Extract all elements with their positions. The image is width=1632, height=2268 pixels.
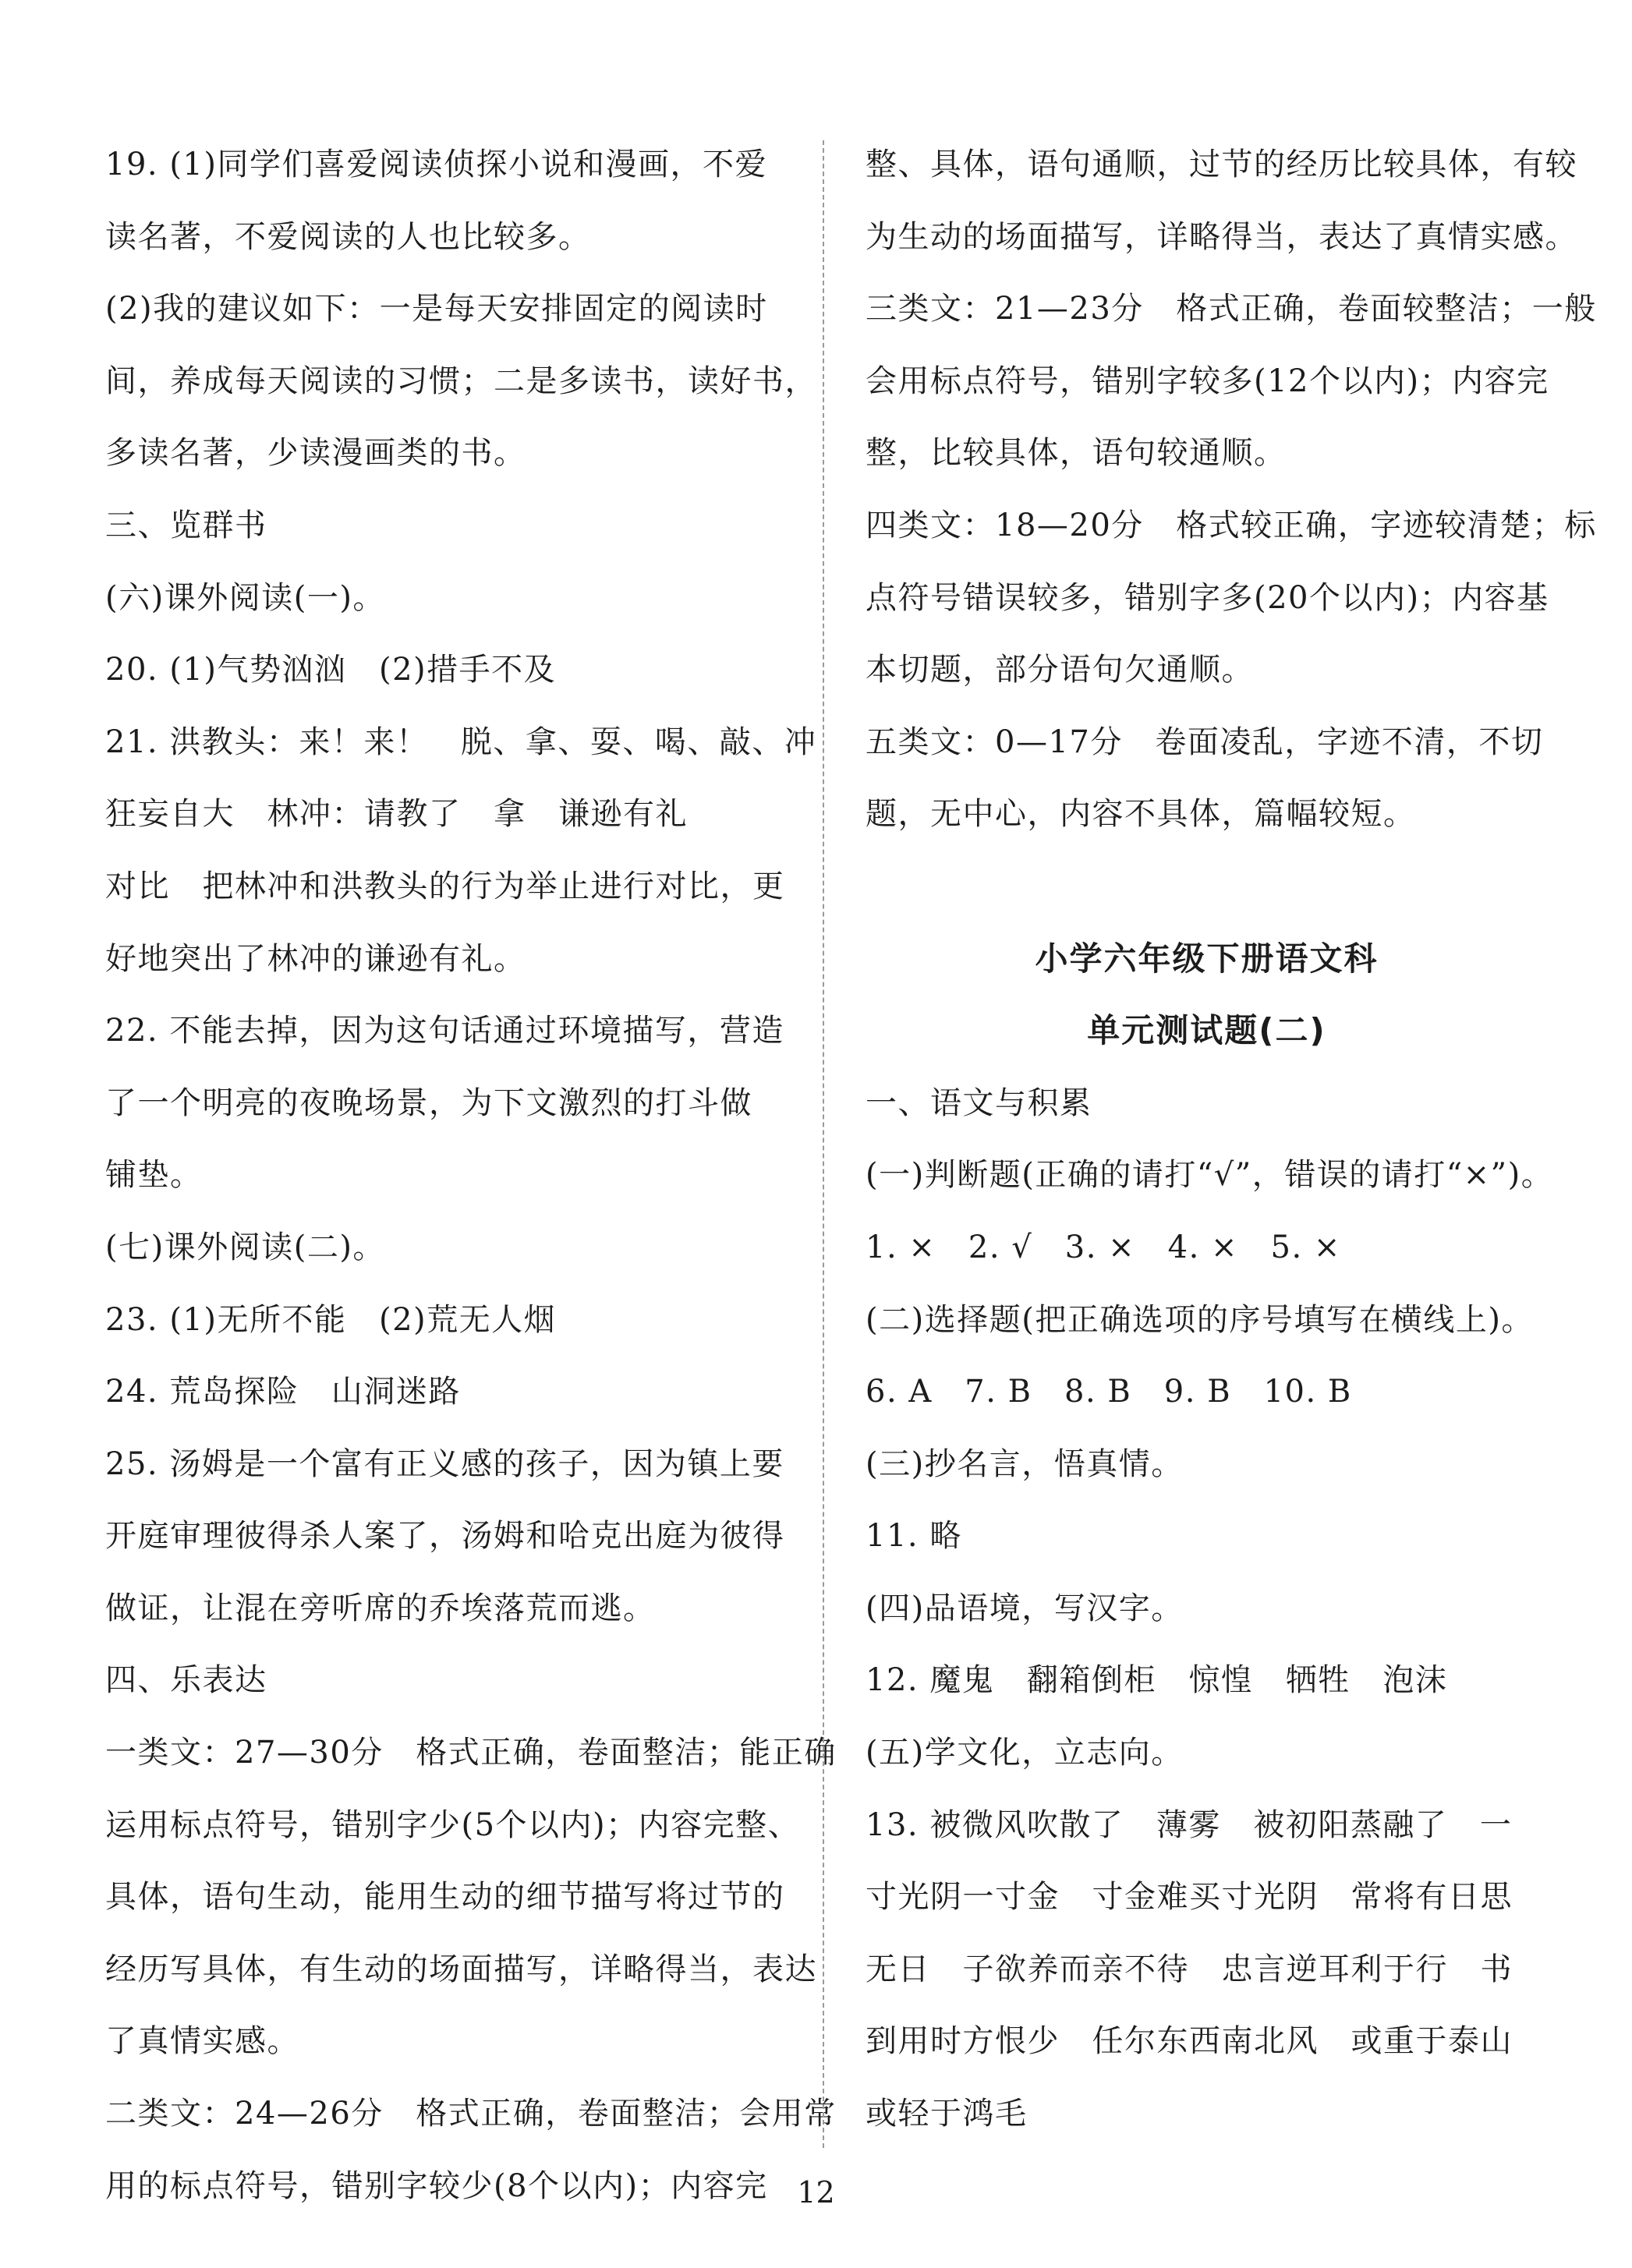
- text-line: 狂妄自大 林冲：请教了 拿 谦逊有礼: [105, 796, 688, 833]
- text-line: 为生动的场面描写，详略得当，表达了真情实感。: [866, 218, 1577, 255]
- text-line: 了一个明亮的夜晚场景，为下文激烈的打斗做: [105, 1084, 752, 1121]
- text-line: 五类文：0—17分 卷面凌乱，字迹不清，不切: [866, 724, 1544, 760]
- text-line: 了真情实感。: [105, 2023, 299, 2060]
- text-line: 或轻于鸿毛: [866, 2096, 1028, 2132]
- text-line: 22. 不能去掉，因为这句话通过环境描写，营造: [105, 1013, 784, 1049]
- text-line: 三类文：21—23分 格式正确，卷面较整洁；一般: [866, 291, 1597, 327]
- text-line: (七)课外阅读(二)。: [105, 1229, 385, 1265]
- text-line: 四、乐表达: [105, 1662, 267, 1699]
- text-line: (六)课外阅读(一)。: [105, 579, 385, 616]
- text-line: 整、具体，语句通顺，过节的经历比较具体，有较: [866, 147, 1577, 182]
- page-number: 12: [797, 2175, 835, 2210]
- text-line: 会用标点符号，错别字较多(12个以内)；内容完: [866, 363, 1549, 399]
- text-line: 运用标点符号，错别字少(5个以内)；内容完整、: [105, 1806, 801, 1843]
- text-line: (二)选择题(把正确选项的序号填写在横线上)。: [866, 1301, 1534, 1338]
- text-line: 开庭审理彼得杀人案了，汤姆和哈克出庭为彼得: [105, 1518, 785, 1555]
- section-title-line1: 小学六年级下册语文科: [1035, 939, 1379, 978]
- text-line: 1. × 2. √ 3. × 4. × 5. ×: [866, 1229, 1341, 1265]
- text-line: 做证，让混在旁听席的乔埃落荒而逃。: [105, 1590, 656, 1626]
- text-line: 一、语文与积累: [866, 1084, 1092, 1121]
- text-line: 对比 把林冲和洪教头的行为举止进行对比，更: [105, 868, 785, 904]
- column-divider: [823, 140, 824, 2148]
- text-line: 无日 子欲养而亲不待 忠言逆耳利于行 书: [866, 1951, 1513, 1987]
- text-line: (五)学文化，立志向。: [866, 1735, 1184, 1771]
- text-line: (一)判断题(正确的请打“√”，错误的请打“×”)。: [866, 1157, 1554, 1194]
- text-line: 点符号错误较多，错别字多(20个以内)；内容基: [866, 579, 1549, 616]
- text-line: 寸光阴一寸金 寸金难买寸光阴 常将有日思: [866, 1879, 1513, 1916]
- text-line: 经历写具体，有生动的场面描写，详略得当，表达: [105, 1951, 817, 1987]
- text-line: (四)品语境，写汉字。: [866, 1590, 1184, 1626]
- text-line: 25. 汤姆是一个富有正义感的孩子，因为镇上要: [105, 1445, 784, 1482]
- text-line: 整，比较具体，语句较通顺。: [866, 435, 1287, 472]
- text-line: 二类文：24—26分 格式正确，卷面整洁；会用常: [105, 2096, 837, 2132]
- text-line: 好地突出了林冲的谦逊有礼。: [105, 940, 526, 977]
- text-line: 24. 荒岛探险 山洞迷路: [105, 1374, 461, 1410]
- right-column-top: [866, 129, 1597, 851]
- text-line: 21. 洪教头：来！来！ 脱、拿、耍、喝、敲、冲: [105, 724, 817, 760]
- text-line: (2)我的建议如下：一是每天安排固定的阅读时: [105, 291, 768, 327]
- section-spacer: [866, 851, 1548, 923]
- text-line: 6. A 7. B 8. B 9. B 10. B: [866, 1374, 1352, 1410]
- text-line: 20. (1)气势汹汹 (2)措手不及: [105, 652, 557, 688]
- text-line: 题，无中心，内容不具体，篇幅较短。: [866, 796, 1416, 833]
- text-line: 到用时方恨少 任尔东西南北风 或重于泰山: [866, 2023, 1513, 2060]
- text-line: 11. 略: [866, 1518, 962, 1555]
- text-line: 读名著，不爱阅读的人也比较多。: [105, 218, 591, 255]
- text-line: 三、览群书: [105, 507, 267, 543]
- text-line: (三)抄名言，悟真情。: [866, 1445, 1184, 1482]
- text-line: 12. 魔鬼 翻箱倒柜 惊惶 牺牲 泡沫: [866, 1662, 1448, 1699]
- section-title-line2: 单元测试题(二): [1087, 1011, 1326, 1050]
- text-line: 23. (1)无所不能 (2)荒无人烟: [105, 1301, 557, 1338]
- text-line: 本切题，部分语句欠通顺。: [866, 652, 1254, 688]
- text-line: 一类文：27—30分 格式正确，卷面整洁；能正确: [105, 1735, 837, 1771]
- text-line: 用的标点符号，错别字较少(8个以内)；内容完: [105, 2167, 768, 2204]
- right-column: [866, 129, 1597, 2150]
- right-column-bottom: [866, 1067, 1554, 2150]
- text-line: 具体，语句生动，能用生动的细节描写将过节的: [105, 1879, 785, 1916]
- text-line: 多读名著，少读漫画类的书。: [105, 435, 526, 472]
- text-line: 间，养成每天阅读的习惯；二是多读书，读好书，: [105, 363, 817, 399]
- text-line: 四类文：18—20分 格式较正确，字迹较清楚；标: [866, 507, 1597, 543]
- text-line: 19. (1)同学们喜爱阅读侦探小说和漫画，不爱: [105, 147, 767, 182]
- text-line: 13. 被微风吹散了 薄雾 被初阳蒸融了 一: [866, 1806, 1513, 1843]
- text-line: 铺垫。: [105, 1157, 203, 1194]
